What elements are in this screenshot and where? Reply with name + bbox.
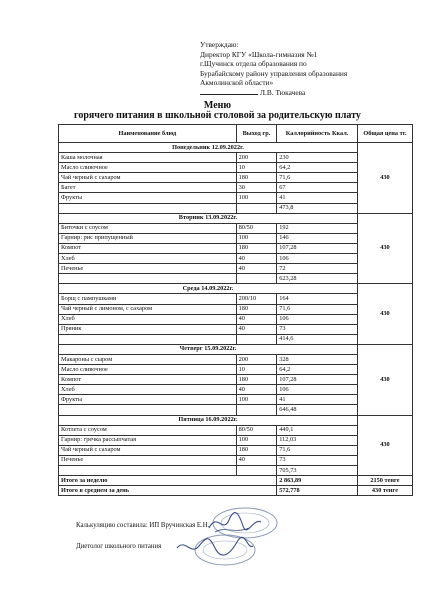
dish-weight: 180 <box>236 375 277 385</box>
menu-table <box>58 124 413 496</box>
dish-kcal: 41 <box>277 395 358 405</box>
approval-line-3: Бурабайскому району управления образования <box>200 68 348 78</box>
day-total-kcal: 705,73 <box>277 466 358 476</box>
week-total-label: Итого за неделю <box>59 476 277 486</box>
approval-signature-line <box>200 88 432 98</box>
dish-weight: 100 <box>236 193 277 203</box>
day-total-blank <box>59 466 237 476</box>
day-price: 430 <box>357 344 412 415</box>
dish-weight: 40 <box>236 314 277 324</box>
dish-name: Гарнир: рис припущенный <box>59 233 237 243</box>
dish-kcal: 73 <box>277 324 358 334</box>
approval-line-4: Акмолинской области» <box>200 78 274 88</box>
dish-kcal: 449,1 <box>277 425 358 435</box>
dish-name: Багет <box>59 183 237 193</box>
dish-name: Чай черный с лимоном, с сахаром <box>59 304 237 314</box>
dish-name: Каша молочная <box>59 153 237 163</box>
dish-weight: 100 <box>236 435 277 445</box>
dish-weight: 200/10 <box>236 294 277 304</box>
average-total-row <box>59 486 413 496</box>
signature-icon <box>175 532 255 562</box>
dish-weight: 180 <box>236 173 277 183</box>
dish-kcal: 106 <box>277 314 358 324</box>
footer-dietolog: Диетолог школьного питания <box>76 543 162 550</box>
day-total-blank <box>59 203 237 213</box>
day-total-blank <box>236 405 277 415</box>
menu-title: Меню <box>203 100 232 111</box>
day-label: Понедельник 12.09.2022г. <box>59 143 358 153</box>
dish-kcal: 328 <box>277 354 358 364</box>
dish-kcal: 192 <box>277 223 358 233</box>
dish-weight: 80/50 <box>236 223 277 233</box>
dish-weight: 10 <box>236 163 277 173</box>
day-total-kcal: 473,8 <box>277 203 358 213</box>
week-total-kcal: 2 863,89 <box>277 476 358 486</box>
dish-name: Компот <box>59 243 237 253</box>
dish-weight: 10 <box>236 365 277 375</box>
dish-name: Хлеб <box>59 385 237 395</box>
dish-name: Фрукты <box>59 395 237 405</box>
dish-weight: 40 <box>236 385 277 395</box>
dish-kcal: 72 <box>277 264 358 274</box>
dish-kcal: 71,6 <box>277 445 358 455</box>
menu-table-body <box>59 143 413 496</box>
header-price: Общая цена тг. <box>357 125 412 143</box>
dish-name: Гарнир: гречка рассыпчатая <box>59 435 237 445</box>
dish-weight: 40 <box>236 264 277 274</box>
day-label: Вторник 13.09.2022г. <box>59 213 358 223</box>
dish-kcal: 112,03 <box>277 435 358 445</box>
dish-name: Печенье <box>59 264 237 274</box>
dish-weight: 180 <box>236 445 277 455</box>
day-header-row <box>59 415 413 425</box>
dish-name: Масло сливочное <box>59 365 237 375</box>
day-total-blank <box>59 334 237 344</box>
dish-kcal: 41 <box>277 193 358 203</box>
dish-name: Биточки с соусом <box>59 223 237 233</box>
average-total-price: 430 тенге <box>357 486 412 496</box>
dish-kcal: 106 <box>277 254 358 264</box>
dish-kcal: 107,28 <box>277 375 358 385</box>
footer-calculation: Калькуляцию составила: ИП Вручинская Е.Н. <box>76 522 210 529</box>
week-total-row <box>59 476 413 486</box>
day-price: 430 <box>357 415 412 476</box>
signature-blank <box>200 94 258 95</box>
day-total-blank <box>236 466 277 476</box>
day-price: 430 <box>357 284 412 345</box>
dish-kcal: 71,6 <box>277 304 358 314</box>
dish-weight: 100 <box>236 395 277 405</box>
approval-signer: Л.В. Тюкачева <box>260 87 306 97</box>
dish-name: Хлеб <box>59 254 237 264</box>
day-total-blank <box>59 274 237 284</box>
dish-weight: 180 <box>236 243 277 253</box>
dish-weight: 30 <box>236 183 277 193</box>
day-label: Пятница 16.09.2022г. <box>59 415 358 425</box>
dish-name: Компот <box>59 375 237 385</box>
dish-name: Борщ с пампушками <box>59 294 237 304</box>
day-total-blank <box>236 334 277 344</box>
day-header-row <box>59 344 413 354</box>
day-total-blank <box>236 203 277 213</box>
dish-kcal: 146 <box>277 233 358 243</box>
dish-weight: 40 <box>236 324 277 334</box>
dish-weight: 40 <box>236 455 277 465</box>
day-total-blank <box>236 274 277 284</box>
week-total-price: 2150 тенге <box>357 476 412 486</box>
day-price: 430 <box>357 213 412 284</box>
dish-name: Пряник <box>59 324 237 334</box>
table-header-row <box>59 125 413 143</box>
dish-kcal: 64,2 <box>277 365 358 375</box>
day-price: 430 <box>357 143 412 214</box>
dish-name: Хлеб <box>59 314 237 324</box>
day-header-row <box>59 284 413 294</box>
day-total-kcal: 623,28 <box>277 274 358 284</box>
dish-kcal: 67 <box>277 183 358 193</box>
dish-kcal: 73 <box>277 455 358 465</box>
day-header-row <box>59 143 413 153</box>
dish-weight: 40 <box>236 254 277 264</box>
day-total-blank <box>59 405 237 415</box>
dish-weight: 200 <box>236 354 277 364</box>
dish-weight: 100 <box>236 233 277 243</box>
approval-line-1: Директор КГУ «Школа-гимназия №1 <box>200 49 318 59</box>
average-total-kcal: 572,778 <box>277 486 358 496</box>
approval-line-2: г.Щучинск отдела образования по <box>200 59 307 69</box>
dish-kcal: 230 <box>277 153 358 163</box>
header-weight: Выход гр. <box>236 125 277 143</box>
dish-kcal: 71,6 <box>277 173 358 183</box>
approval-block <box>200 40 432 98</box>
header-dish: Наименование блюд <box>59 125 237 143</box>
approval-heading: Утверждаю: <box>200 40 239 49</box>
dish-name: Фрукты <box>59 193 237 203</box>
dish-name: Чай черный с сахаром <box>59 173 237 183</box>
dish-weight: 80/50 <box>236 425 277 435</box>
dish-name: Печенье <box>59 455 237 465</box>
dish-name: Чай черный с сахаром <box>59 445 237 455</box>
day-label: Среда 14.09.2022г. <box>59 284 358 294</box>
day-total-kcal: 414,6 <box>277 334 358 344</box>
dish-weight: 180 <box>236 304 277 314</box>
header-kcal: Каллорийность Ккал. <box>277 125 358 143</box>
dish-name: Масло сливочное <box>59 163 237 173</box>
dish-kcal: 64,2 <box>277 163 358 173</box>
dish-kcal: 107,28 <box>277 243 358 253</box>
dish-weight: 200 <box>236 153 277 163</box>
menu-subtitle: горячего питания в школьной столовой за родительскую плату <box>74 110 361 121</box>
average-total-label: Итого в среднем за день <box>59 486 277 496</box>
dish-kcal: 164 <box>277 294 358 304</box>
dish-name: Макароны с сыром <box>59 354 237 364</box>
dish-name: Котлета с соусом <box>59 425 237 435</box>
day-label: Четверг 15.09.2022г. <box>59 344 358 354</box>
dish-kcal: 106 <box>277 385 358 395</box>
day-header-row <box>59 213 413 223</box>
day-total-kcal: 646,48 <box>277 405 358 415</box>
